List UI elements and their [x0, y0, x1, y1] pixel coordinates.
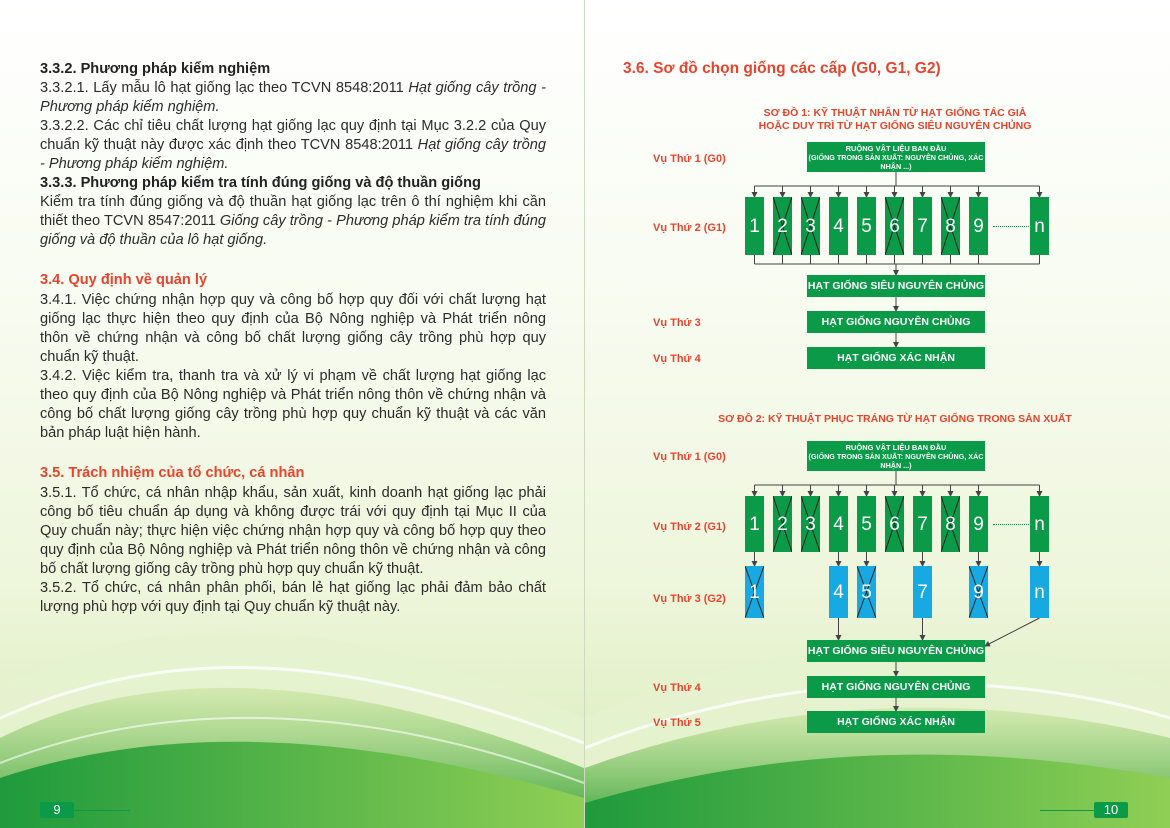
d1-cell: [969, 197, 988, 255]
d2-cell-last: [1030, 496, 1049, 552]
cell-label: 8: [945, 513, 956, 535]
d2-cell: [913, 496, 932, 552]
cell-label: 1: [749, 513, 760, 535]
d1-label-g1: Vụ Thứ 2 (G1): [653, 222, 726, 234]
para-3-3-2-1: 3.3.2.1. Lấy mẫu lô hạt giống lạc theo TCVN 8548:2011 Hạt giống cây trồng - Phương pháp kiểm nghiệm.: [40, 80, 546, 115]
d2-cell: [801, 496, 820, 552]
d1-source-field-box: RUỘNG VẬT LIỆU BAN ĐẦU (GIỐNG TRONG SẢN XUẤT: NGUYÊN CHỦNG, XÁC NHẬN ...): [808, 143, 984, 171]
cell-label: 1: [749, 215, 760, 237]
cell-label: 5: [861, 215, 872, 237]
d2-cell: [745, 496, 764, 552]
para-3-5-2: 3.5.2. Tổ chức, cá nhân phân phối, bán lẻ hạt giống lạc phải đảm bảo chất lượng phù hợp với quy định tại Quy chuẩn kỹ thuật này.: [40, 580, 546, 615]
d1-ellipsis: [993, 226, 1029, 227]
cell-label: 8: [945, 215, 956, 237]
para-3-4-2: 3.4.2. Việc kiểm tra, thanh tra và xử lý vi phạm về chất lượng hạt giống lạc theo quy định của Bộ Nông nghiệp và Phát triển nông thôn về chứng nhận và công bố chất lượng giống cây trồng phù hợp quy chuẩn kỹ thuật và các văn bản pháp luật hiện hành.: [40, 368, 546, 441]
heading-3-5: 3.5. Trách nhiệm của tổ chức, cá nhân: [40, 465, 305, 481]
cell-label: 7: [917, 513, 928, 535]
d1-cell: [773, 197, 792, 255]
cell-label: 2: [777, 215, 788, 237]
cell-label: 7: [917, 215, 928, 237]
d2-cell: [829, 496, 848, 552]
section-title-3-6: 3.6. Sơ đồ chọn giống các cấp (G0, G1, G2): [623, 60, 941, 77]
cell-label: 9: [973, 215, 984, 237]
d2-g2-cell: [969, 566, 988, 618]
d2-box-super-pure: HẠT GIỐNG SIÊU NGUYÊN CHỦNG: [807, 640, 985, 662]
d2-cell: [885, 496, 904, 552]
d1-cell: [801, 197, 820, 255]
d2-label-g2: Vụ Thứ 3 (G2): [653, 593, 726, 605]
d2-g2-cell: [857, 566, 876, 618]
d1-label-v3: Vụ Thứ 3: [653, 317, 701, 329]
cell-label: 4: [833, 215, 844, 237]
d1-label-g0: Vụ Thứ 1 (G0): [653, 153, 726, 165]
d1-cell: [829, 197, 848, 255]
heading-3-4: 3.4. Quy định về quản lý: [40, 272, 208, 288]
diagram2-title: SƠ ĐỒ 2: KỸ THUẬT PHỤC TRÁNG TỪ HẠT GIỐNG TRONG SẢN XUẤT: [718, 413, 1072, 425]
d1-cell: [941, 197, 960, 255]
para-3-3-2-2: 3.3.2.2. Các chỉ tiêu chất lượng hạt giống lạc quy định tại Mục 3.2.2 của Quy chuẩn kỹ thuật này được xác định theo TCVN 8548:2011 Hạt giống cây trồng - Phương pháp kiểm nghiệm.: [40, 118, 546, 172]
right-page: [585, 0, 1170, 828]
cell-label: 3: [805, 215, 816, 237]
d2-g2-cell: [1030, 566, 1049, 618]
heading-3-3-3: 3.3.3. Phương pháp kiểm tra tính đúng giống và độ thuần giống: [40, 175, 481, 191]
d2-label-g0: Vụ Thứ 1 (G0): [653, 451, 726, 463]
d2-box-certified: HẠT GIỐNG XÁC NHẬN: [807, 711, 985, 733]
page-number-line-left: [74, 810, 130, 811]
cell-label: 1: [749, 581, 760, 603]
d2-label-v4: Vụ Thứ 4: [653, 682, 701, 694]
d2-g2-cell: [913, 566, 932, 618]
cell-label: n: [1034, 581, 1045, 603]
d2-g2-cell: [745, 566, 764, 618]
cell-label: 5: [861, 581, 872, 603]
cell-label: 7: [917, 581, 928, 603]
d2-label-v5: Vụ Thứ 5: [653, 717, 701, 729]
d2-label-g1: Vụ Thứ 2 (G1): [653, 521, 726, 533]
page-number-left: 9: [40, 802, 74, 818]
cell-label: 3: [805, 513, 816, 535]
page-number-line-right: [1040, 810, 1094, 811]
cell-label: 6: [889, 513, 900, 535]
d2-source-field-box: RUỘNG VẬT LIỆU BAN ĐẦU (GIỐNG TRONG SẢN XUẤT: NGUYÊN CHỦNG, XÁC NHẬN ...): [808, 442, 984, 470]
d2-ellipsis: [993, 524, 1029, 525]
diagram1-title: SƠ ĐỒ 1: KỸ THUẬT NHÂN TỪ HẠT GIỐNG TÁC GIẢ HOẶC DUY TRÌ TỪ HẠT GIỐNG SIÊU NGUYÊN CHỦNG: [758, 107, 1032, 132]
d1-cell: [913, 197, 932, 255]
para-3-3-3: Kiểm tra tính đúng giống và độ thuần hạt giống lạc trên ô thí nghiệm khi cần thiết theo TCVN 8547:2011 Giống cây trồng - Phương pháp kiểm tra tính đúng giống và độ thuần của lô hạt giống.: [40, 194, 546, 248]
para-3-4-1: 3.4.1. Việc chứng nhận hợp quy và công bố hợp quy đối với chất lượng hạt giống lạc thực hiện theo quy định của Bộ Nông nghiệp và Phát triển nông thôn về chứng nhận và công bố chất lượng giống cây trồng phù hợp quy chuẩn kỹ thuật.: [40, 292, 546, 365]
left-body-text: [40, 60, 546, 617]
d2-cell: [773, 496, 792, 552]
cell-label: 2: [777, 513, 788, 535]
d1-box-pure: HẠT GIỐNG NGUYÊN CHỦNG: [807, 311, 985, 333]
para-3-5-1: 3.5.1. Tổ chức, cá nhân nhập khẩu, sản xuất, kinh doanh hạt giống lạc phải công bố tiêu chuẩn áp dụng và không được trái với quy định tại Mục II của Quy chuẩn này; thực hiện việc chứng nhận hợp quy và công bố hợp quy theo quy định của Bộ Nông nghiệp và Phát triển nông thôn về chứng nhận và công bố chất lượng giống cây trồng phù hợp quy chuẩn kỹ thuật.: [40, 485, 546, 577]
cell-label: 4: [833, 581, 844, 603]
cell-label: n: [1034, 513, 1045, 535]
d2-cell: [941, 496, 960, 552]
heading-3-3-2: 3.3.2. Phương pháp kiểm nghiệm: [40, 61, 271, 77]
d1-label-v4: Vụ Thứ 4: [653, 353, 701, 365]
d2-cell: [857, 496, 876, 552]
cell-label: n: [1034, 215, 1045, 237]
d1-cell: [885, 197, 904, 255]
cell-label: 6: [889, 215, 900, 237]
cell-label: 4: [833, 513, 844, 535]
d2-box-pure: HẠT GIỐNG NGUYÊN CHỦNG: [807, 676, 985, 698]
page-number-right: 10: [1094, 802, 1128, 818]
d1-cell: [745, 197, 764, 255]
d1-cell-last: [1030, 197, 1049, 255]
cell-label: 9: [973, 581, 984, 603]
d1-cell: [857, 197, 876, 255]
d2-cell: [969, 496, 988, 552]
d2-g2-cell: [829, 566, 848, 618]
cell-label: 9: [973, 513, 984, 535]
d1-box-certified: HẠT GIỐNG XÁC NHẬN: [807, 347, 985, 369]
cell-label: 5: [861, 513, 872, 535]
d1-box-super-pure: HẠT GIỐNG SIÊU NGUYÊN CHỦNG: [807, 275, 985, 297]
